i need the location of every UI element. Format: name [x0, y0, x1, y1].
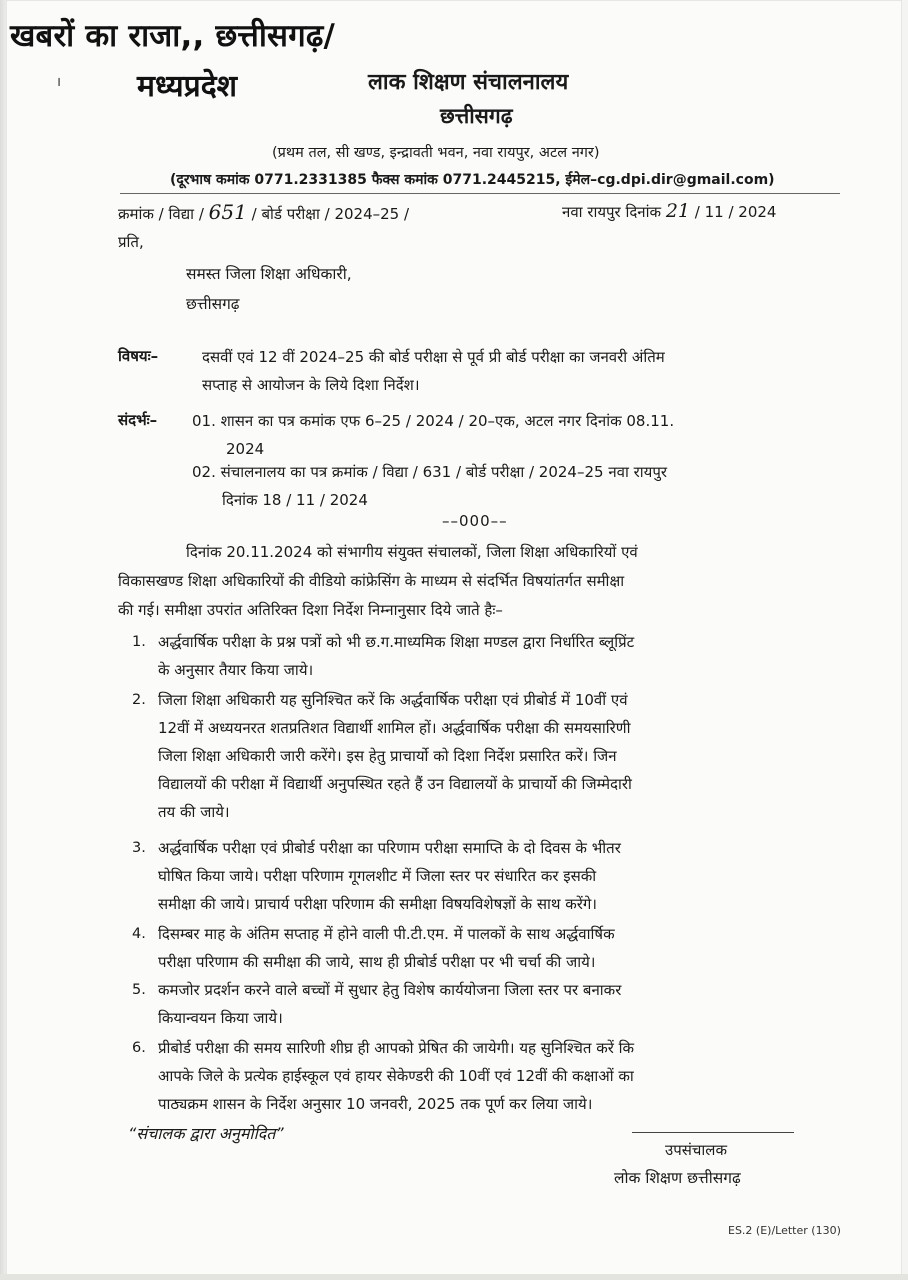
watermark-caption-line1: खबरों का राजा,, छत्तीसगढ़/: [10, 18, 336, 54]
intro-line3: की गई। समीक्षा उपरांत अतिरिक्त दिशा निर्देश निम्नानुसार दिये जाते हैः–: [118, 601, 503, 619]
point-5-line2: कियान्वयन किया जाये।: [158, 1009, 283, 1027]
reference-2-line1: 02. संचालनालय का पत्र क्रमांक / विद्या / 631 / बोर्ड परीक्षा / 2024–25 नवा रायपुर: [192, 463, 668, 481]
point-2-line1: जिला शिक्षा अधिकारी यह सुनिश्चित करें कि अर्द्धवार्षिक परीक्षा एवं प्रीबोर्ड में 10वीं एवं: [158, 691, 628, 709]
point-4-number: 4.: [132, 926, 146, 942]
date-label: नवा रायपुर दिनांक: [562, 203, 662, 221]
point-2-line3: जिला शिक्षा अधिकारी जारी करेंगे। इस हेतु प्राचार्यो को दिशा निर्देश प्रसारित करें। जिन: [158, 747, 617, 765]
point-3-line1: अर्द्धवार्षिक परीक्षा एवं प्रीबोर्ड परीक्षा का परिणाम परीक्षा समाप्ति के दो दिवस के भीतर: [158, 839, 621, 857]
point-6-line2: आपके जिले के प्रत्येक हाईस्कूल एवं हायर सेकेण्डरी की 10वीं एवं 12वीं की कक्षाओं का: [158, 1067, 634, 1085]
reference-1-line1: 01. शासन का पत्र कमांक एफ 6–25 / 2024 / 20–एक, अटल नगर दिनांक 08.11.: [192, 412, 675, 430]
point-1-number: 1.: [132, 634, 146, 650]
point-2-line4: विद्यालयों की परीक्षा में विद्यार्थी अनुपस्थित रहते हैं उन विद्यालयों के प्राचार्यो की जिम्मेदारी: [158, 775, 632, 793]
signature-line: [632, 1132, 794, 1133]
org-address: (प्रथम तल, सी खण्ड, इन्द्रावती भवन, नवा रायपुर, अटल नगर): [272, 145, 600, 161]
addressee: समस्त जिला शिक्षा अधिकारी,: [186, 265, 352, 283]
point-1-line1: अर्द्धवार्षिक परीक्षा के प्रश्न पत्रों को भी छ.ग.माध्यमिक शिक्षा मण्डल द्वारा निर्धारित ब्लूप्रिंट: [158, 633, 635, 651]
form-code: ES.2 (E)/Letter (130): [728, 1224, 841, 1237]
ref-handwritten-number: 651: [208, 200, 247, 224]
reference-2-line2: दिनांक 18 / 11 / 2024: [222, 491, 368, 509]
signatory-designation: उपसंचालक: [665, 1141, 727, 1159]
ref-prefix: क्रमांक / विद्या /: [118, 205, 204, 223]
date-rest: / 11 / 2024: [694, 203, 777, 221]
intro-line1: दिनांक 20.11.2024 को संभागीय संयुक्त संचालकों, जिला शिक्षा अधिकारियों एवं: [186, 543, 638, 561]
reference-1-line2: 2024: [226, 440, 265, 458]
date-day-handwritten: 21: [665, 200, 691, 222]
letter-date: [562, 200, 776, 222]
subject-line2: सप्ताह से आयोजन के लिये दिशा निर्देश।: [202, 376, 420, 394]
subject-label: विषयः–: [118, 347, 159, 365]
prati: प्रति,: [118, 233, 144, 251]
point-5-number: 5.: [132, 982, 146, 998]
point-3-line2: घोषित किया जाये। परीक्षा परिणाम गूगलशीट में जिला स्तर पर संधारित कर इसकी: [158, 867, 597, 885]
point-6-line1: प्रीबोर्ड परीक्षा की समय सारिणी शीघ्र ही आपको प्रेषित की जायेगी। यह सुनिश्चित करें कि: [158, 1039, 635, 1057]
point-3-number: 3.: [132, 840, 146, 856]
subject-line1: दसवीं एवं 12 वीं 2024–25 की बोर्ड परीक्षा से पूर्व प्री बोर्ड परीक्षा का जनवरी अंतिम: [202, 348, 665, 366]
point-2-line5: तय की जाये।: [158, 803, 230, 821]
point-2-number: 2.: [132, 692, 146, 708]
watermark-caption-line2: मध्यप्रदेश: [137, 69, 238, 104]
point-6-number: 6.: [132, 1040, 146, 1056]
point-4-line2: परीक्षा परिणाम की समीक्षा की जाये, साथ ही प्रीबोर्ड परीक्षा पर भी चर्चा की जाये।: [158, 953, 596, 971]
org-contact: (दूरभाष कमांक 0771.2331385 फैक्स कमांक 0771.2445215, ईमेल–cg.dpi.dir@gmail.com): [170, 172, 775, 188]
signatory-office: लोक शिक्षण छत्तीसगढ़: [614, 1169, 741, 1187]
org-state: छत्तीसगढ़: [440, 104, 513, 128]
margin-mark: ।: [56, 75, 61, 90]
point-2-line2: 12वीं में अध्ययनरत शतप्रतिशत विद्यार्थी शामिल हों। अर्द्धवार्षिक परीक्षा की समयसारिणी: [158, 719, 631, 737]
references-label: संदर्भः–: [118, 411, 158, 429]
intro-line2: विकासखण्ड शिक्षा अधिकारियों की वीडियो कांफ्रेसिंग के माध्यम से संदर्भित विषयांतर्गत समीक्षा: [118, 572, 625, 590]
point-1-line2: के अनुसार तैयार किया जाये।: [158, 661, 314, 679]
header-divider: [120, 193, 840, 194]
ref-suffix: / बोर्ड परीक्षा / 2024–25 /: [251, 205, 410, 223]
reference-number: [118, 200, 409, 224]
page-bottom-edge: [0, 1274, 908, 1280]
point-6-line3: पाठ्यक्रम शासन के निर्देश अनुसार 10 जनवरी, 2025 तक पूर्ण कर लिया जाये।: [158, 1095, 593, 1113]
point-4-line1: दिसम्बर माह के अंतिम सप्ताह में होने वाली पी.टी.एम. में पालकों के साथ अर्द्धवार्षिक: [158, 925, 615, 943]
point-3-line3: समीक्षा की जाये। प्राचार्य परीक्षा परिणाम की समीक्षा विषयविशेषज्ञों के साथ करेंगे।: [158, 895, 597, 913]
approval-note: “संचालक द्वारा अनुमोदित”: [128, 1124, 284, 1143]
org-name: लाक शिक्षण संचालनालय: [368, 70, 569, 95]
addressee-place: छत्तीसगढ़: [186, 295, 240, 313]
separator: ––000––: [442, 512, 508, 530]
point-5-line1: कमजोर प्रदर्शन करने वाले बच्चों में सुधार हेतु विशेष कार्ययोजना जिला स्तर पर बनाकर: [158, 981, 622, 999]
